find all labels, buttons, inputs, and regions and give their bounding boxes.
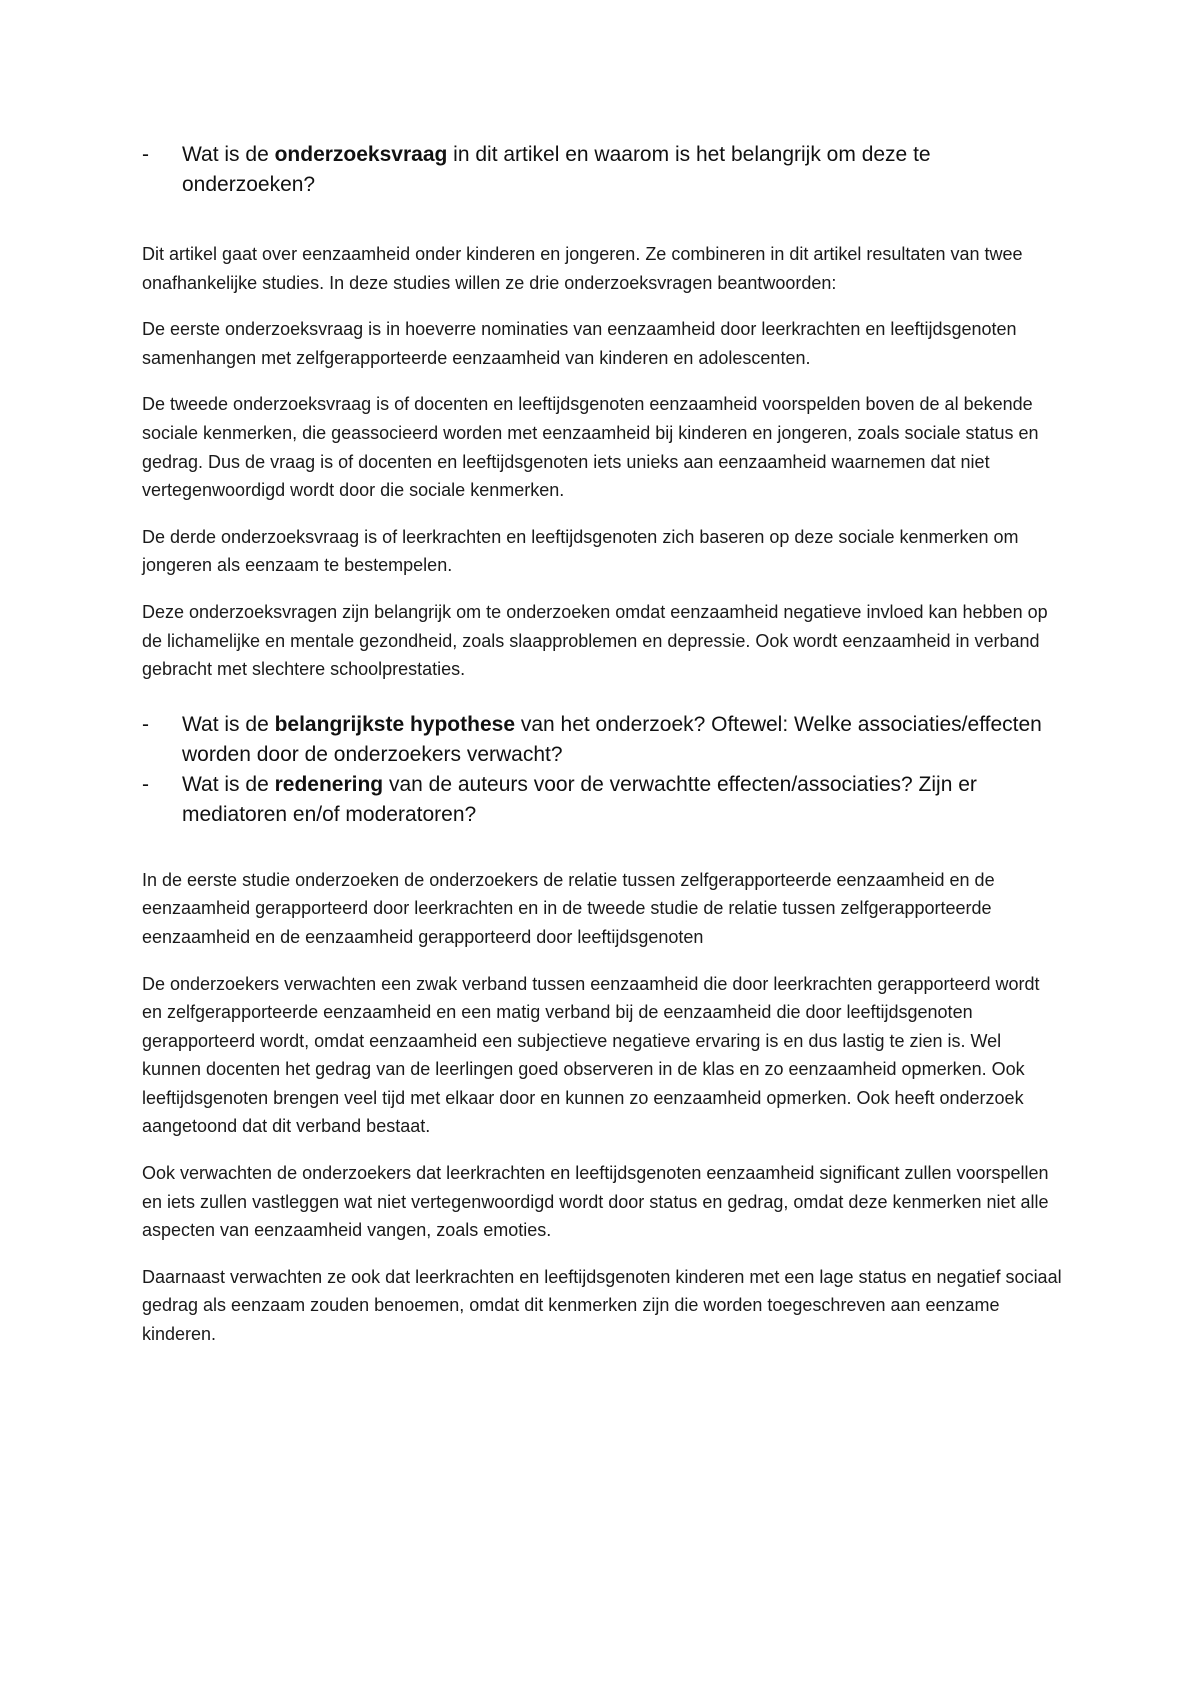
question-text-post: van de auteurs voor de verwachtte effecten/associaties? Zijn er mediatoren en/of moderatoren? bbox=[182, 772, 977, 826]
question-text-pre: Wat is de bbox=[182, 772, 275, 796]
question-text-post: van het onderzoek? Oftewel: Welke associaties/effecten worden door de onderzoekers verwacht? bbox=[182, 712, 1042, 766]
question-research-question bbox=[142, 140, 1062, 200]
question-text-pre: Wat is de bbox=[182, 712, 275, 736]
paragraph: Daarnaast verwachten ze ook dat leerkrachten en leeftijdsgenoten kinderen met een lage status en negatief sociaal gedrag als eenzaam zouden benoemen, omdat dit kenmerken zijn die worden toegeschreven aan eenzame kinderen. bbox=[142, 1266, 1062, 1345]
paragraph: De onderzoekers verwachten een zwak verband tussen eenzaamheid die door leerkrachten gerapporteerd wordt en zelfgerapporteerde eenzaamheid en een matig verband bij de eenzaamheid die door leeftijdsgenoten gerapporteerd wordt, omdat eenzaamheid een subjectieve negatieve ervaring is en dus lastig te zien is. Wel kunnen docenten het gedrag van de leerlingen goed observeren in de klas en zo eenzaamheid opmerken. Ook leeftijdsgenoten brengen veel tijd met elkaar door en kunnen zo eenzaamheid opmerken. Ook heeft onderzoek aangetoond dat dit verband bestaat. bbox=[142, 973, 1040, 1137]
document-content bbox=[142, 140, 1062, 1367]
question-text-bold: belangrijkste hypothese bbox=[274, 712, 515, 736]
paragraph: In de eerste studie onderzoeken de onderzoekers de relatie tussen zelfgerapporteerde eenzaamheid en de eenzaamheid gerapporteerd door leerkrachten en in de tweede studie de relatie tussen zelfgerapporteerde eenzaamheid en de eenzaamheid gerapporteerd door leeftijdsgenoten bbox=[142, 869, 995, 947]
paragraph: De derde onderzoeksvraag is of leerkrachten en leeftijdsgenoten zich baseren op deze sociale kenmerken om jongeren als eenzaam te bestempelen. bbox=[142, 526, 1019, 576]
question-text-post: in dit artikel en waarom is het belangrijk om deze te onderzoeken? bbox=[182, 143, 931, 196]
paragraph: Dit artikel gaat over eenzaamheid onder kinderen en jongeren. Ze combineren in dit artikel resultaten van twee onafhankelijke studies. In deze studies willen ze drie onderzoeksvragen beantwoorden: bbox=[142, 244, 1023, 293]
list-dash: - bbox=[142, 772, 149, 796]
list-dash: - bbox=[142, 143, 149, 166]
question-text-bold: redenering bbox=[274, 772, 384, 796]
paragraph: De eerste onderzoeksvraag is in hoeverre nominaties van eenzaamheid door leerkrachten en leeftijdsgenoten samenhangen met zelfgerapporteerde eenzaamheid van kinderen en adolescenten. bbox=[142, 319, 1017, 368]
question-group bbox=[142, 710, 1062, 830]
paragraph: De tweede onderzoeksvraag is of docenten en leeftijdsgenoten eenzaamheid voorspelden boven de al bekende sociale kenmerken, die geassocieerd worden met eenzaamheid bij kinderen en jongeren, zoals sociale status en gedrag. Dus de vraag is of docenten en leeftijdsgenoten iets unieks aan eenzaamheid waarnemen dat niet vertegenwoordigd wordt door die sociale kenmerken. bbox=[142, 394, 1039, 501]
question-text-pre: Wat is de bbox=[182, 143, 275, 166]
question-hypothesis bbox=[142, 710, 1062, 770]
question-text-bold: onderzoeksvraag bbox=[274, 143, 448, 166]
list-dash: - bbox=[142, 712, 149, 736]
paragraph: Ook verwachten de onderzoekers dat leerkrachten en leeftijdsgenoten eenzaamheid significant zullen voorspellen en iets zullen vastleggen wat niet vertegenwoordigd wordt door status en gedrag, omdat deze kenmerken niet alle aspecten van eenzaamheid vangen, zoals emoties. bbox=[142, 1163, 1049, 1241]
paragraph: Deze onderzoeksvragen zijn belangrijk om te onderzoeken omdat eenzaamheid negatieve invloed kan hebben op de lichamelijke en mentale gezondheid, zoals slaapproblemen en depressie. Ook wordt eenzaamheid in verband gebracht met slechtere schoolprestaties. bbox=[142, 601, 1048, 680]
question-reasoning bbox=[142, 770, 1062, 830]
